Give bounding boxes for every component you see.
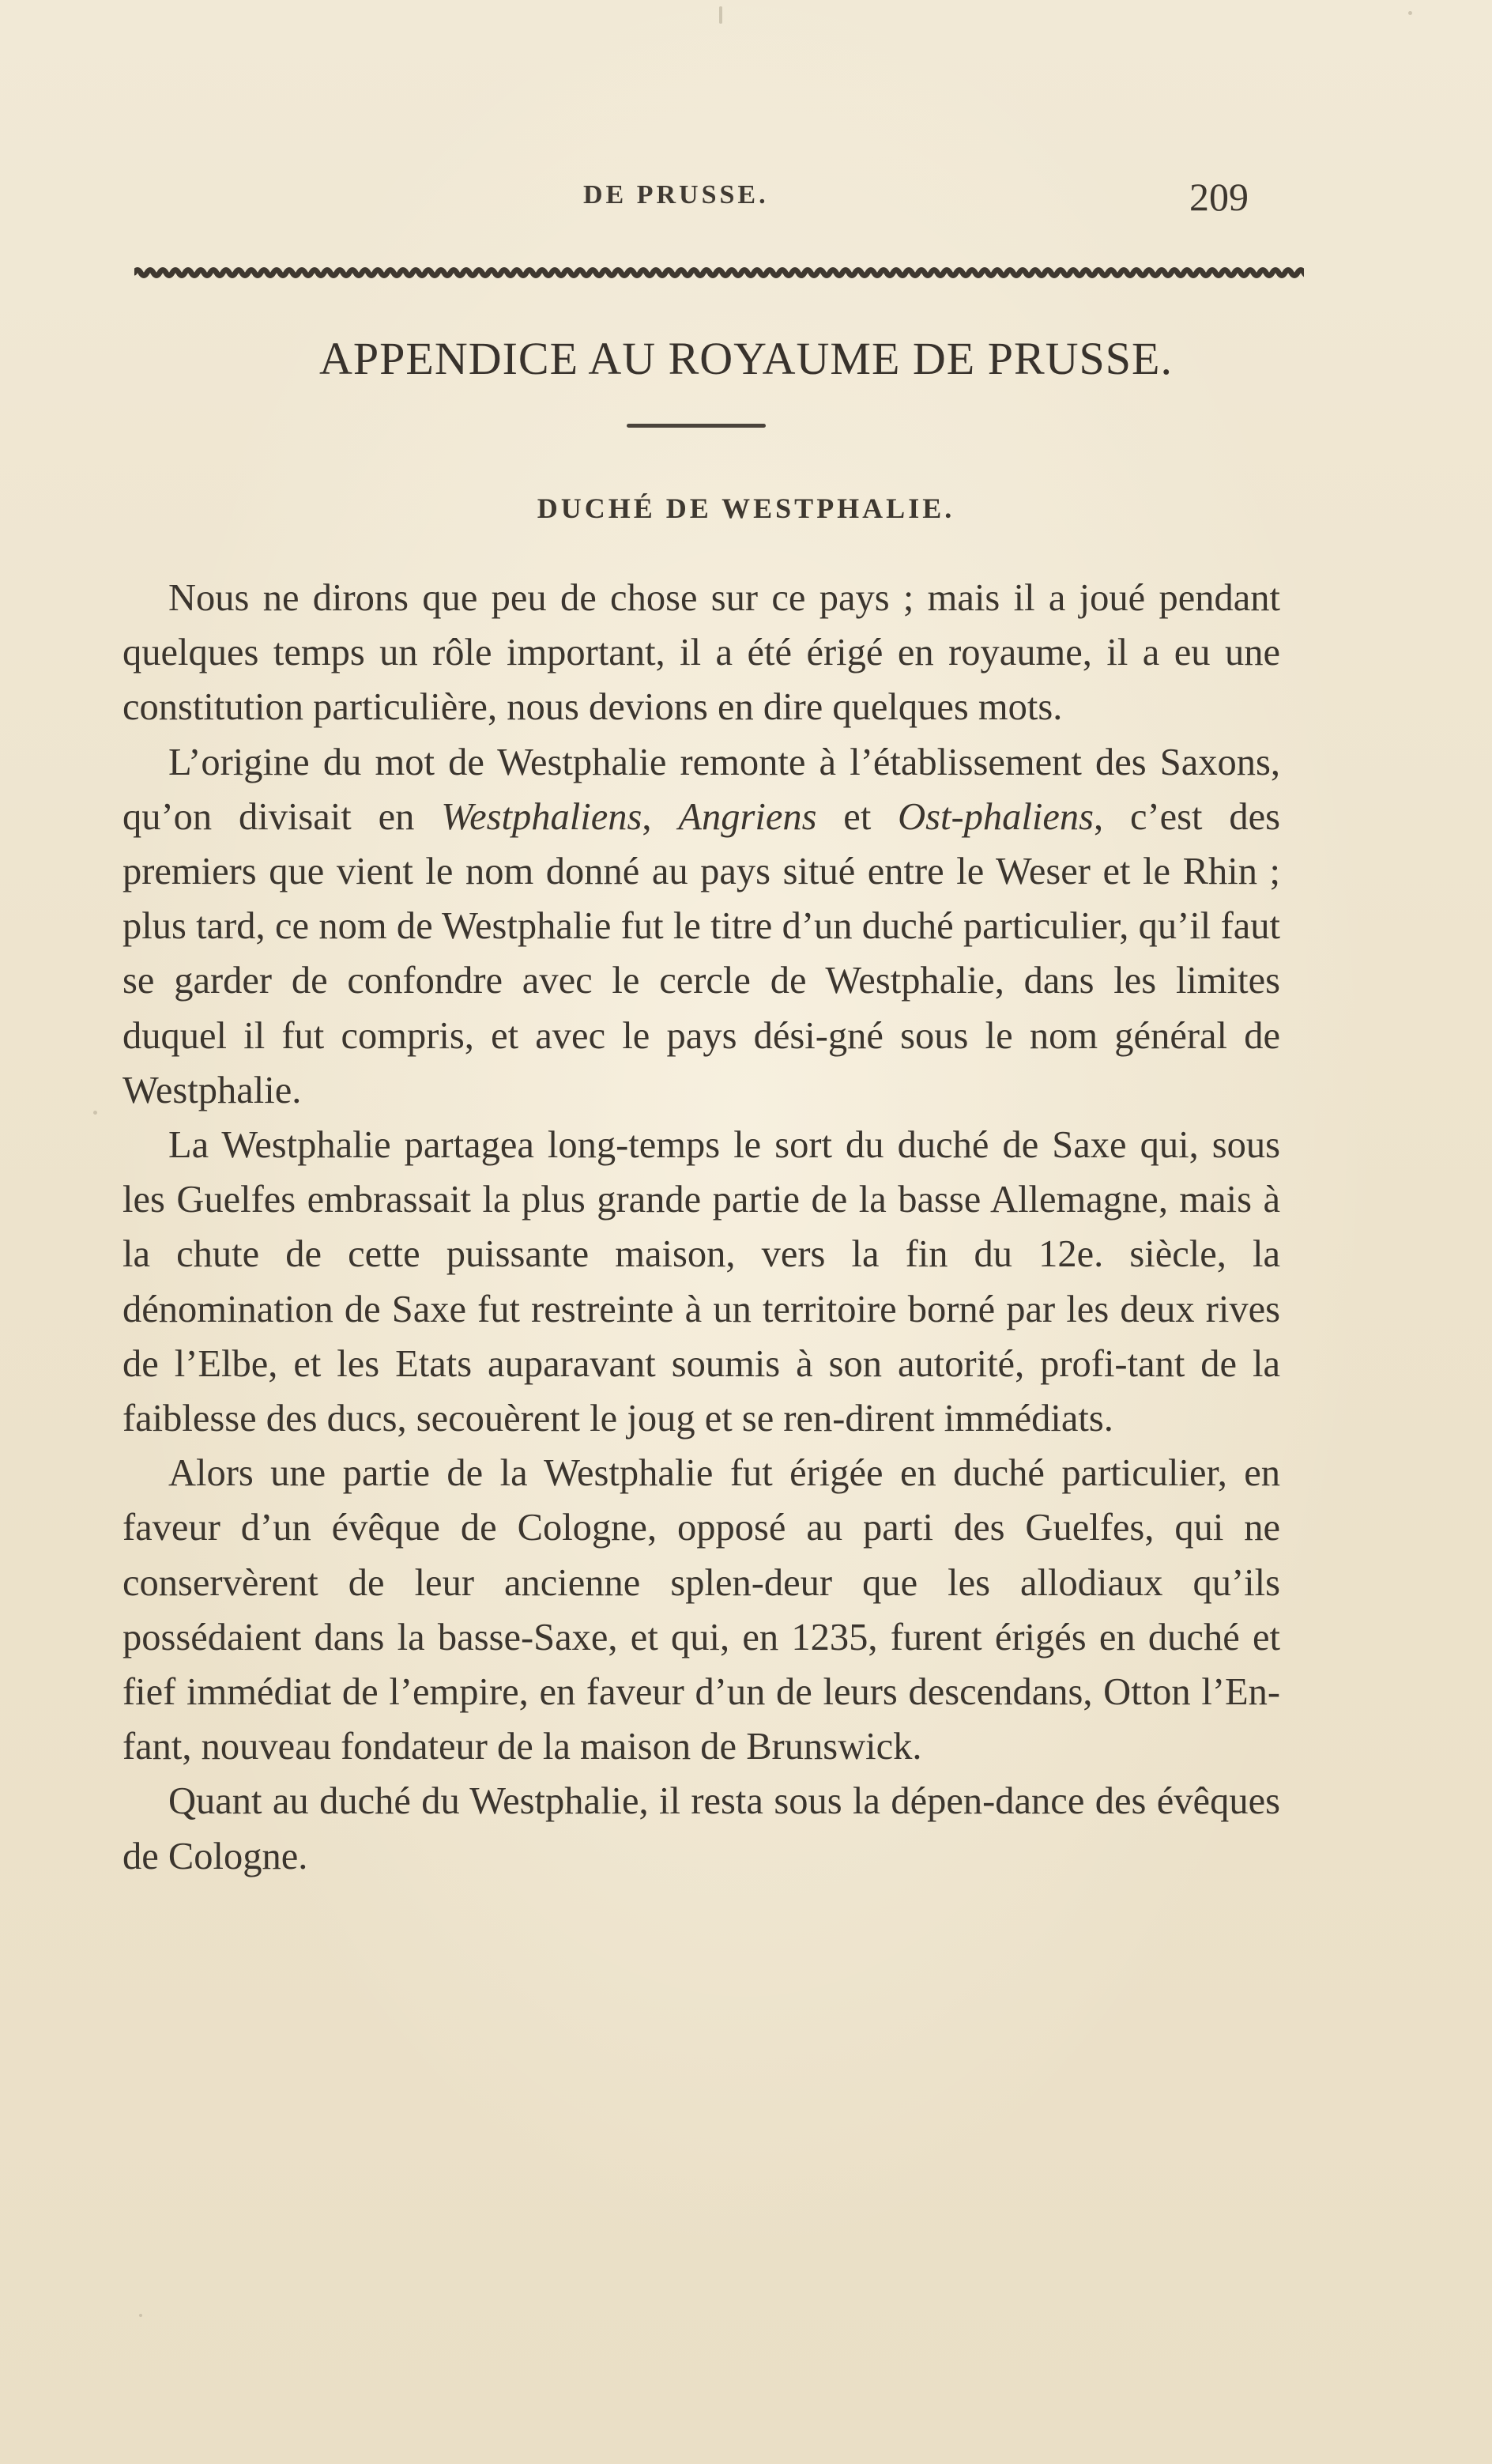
- italic-term: Westphaliens: [441, 795, 642, 838]
- running-head: [0, 175, 1492, 228]
- italic-term: Ost-phaliens: [898, 795, 1095, 838]
- paper-speck: [719, 6, 722, 24]
- paper-speck: [1408, 11, 1412, 15]
- running-title: DE PRUSSE.: [583, 180, 769, 209]
- text-run: L’origine du mot de Westphalie remonte à l’établissement des Saxons, qu’on divisait en: [122, 741, 1280, 838]
- paragraph: Alors une partie de la Westphalie fut érigée en duché particulier, en faveur d’un évêque de Cologne, opposé au parti des Guelfes, qui ne conservèrent de leur ancienne splen-deur que les allodiaux qu’ils possédaient dans la basse-Saxe, et qui, en 1235, furent érigés en duché et fief immédiat de l’empire, en faveur d’un de leurs descendans, Otton l’En-fant, nouveau fondateur de la maison de Brunswick.: [122, 1452, 1280, 1768]
- title-divider-rule: [627, 424, 766, 428]
- paragraph: La Westphalie partagea long-temps le sort du duché de Saxe qui, sous les Guelfes embrassait la plus grande partie de la basse Allemagne, mais à la chute de cette puissante maison, vers la fin du 12e. siècle, la dénomination de Saxe fut restreinte à un territoire borné par les deux rives de l’Elbe, et les Etats auparavant soumis à son autorité, profi-tant de la faiblesse des ducs, secouèrent le joug et se ren-dirent immédiats.: [122, 1124, 1280, 1440]
- paragraph: Nous ne dirons que peu de chose sur ce pays ; mais il a joué pendant quelques temps un rôle important, il a été érigé en royaume, il a eu une constitution particulière, nous devions en dire quelques mots.: [122, 577, 1280, 729]
- body-text: [122, 571, 1280, 1884]
- italic-term: Angriens: [678, 795, 817, 838]
- text-run: , c’est des premiers que vient le nom donné au pays situé entre le Weser et le Rhin ; plus tard, ce nom de Westphalie fut le titre d’un duché particulier, qu’il faut se garder de confondre avec le cercle de Westphalie, dans les limites duquel il fut compris, et avec le pays dési-gné sous le nom général de Westphalie.: [122, 795, 1281, 1111]
- ornamental-wavy-rule: [134, 262, 1304, 283]
- page-number: 209: [1189, 175, 1249, 219]
- paragraph: [122, 735, 1280, 1118]
- paragraph: Quant au duché du Westphalie, il resta sous la dépen-dance des évêques de Cologne.: [122, 1780, 1280, 1877]
- appendix-title: APPENDICE AU ROYAUME DE PRUSSE.: [319, 333, 1173, 384]
- text-run: et: [816, 795, 899, 838]
- paper-speck: [139, 2314, 142, 2317]
- paper-speck: [93, 1111, 97, 1115]
- text-run: ,: [642, 795, 679, 838]
- section-heading: DUCHÉ DE WESTPHALIE.: [537, 492, 955, 524]
